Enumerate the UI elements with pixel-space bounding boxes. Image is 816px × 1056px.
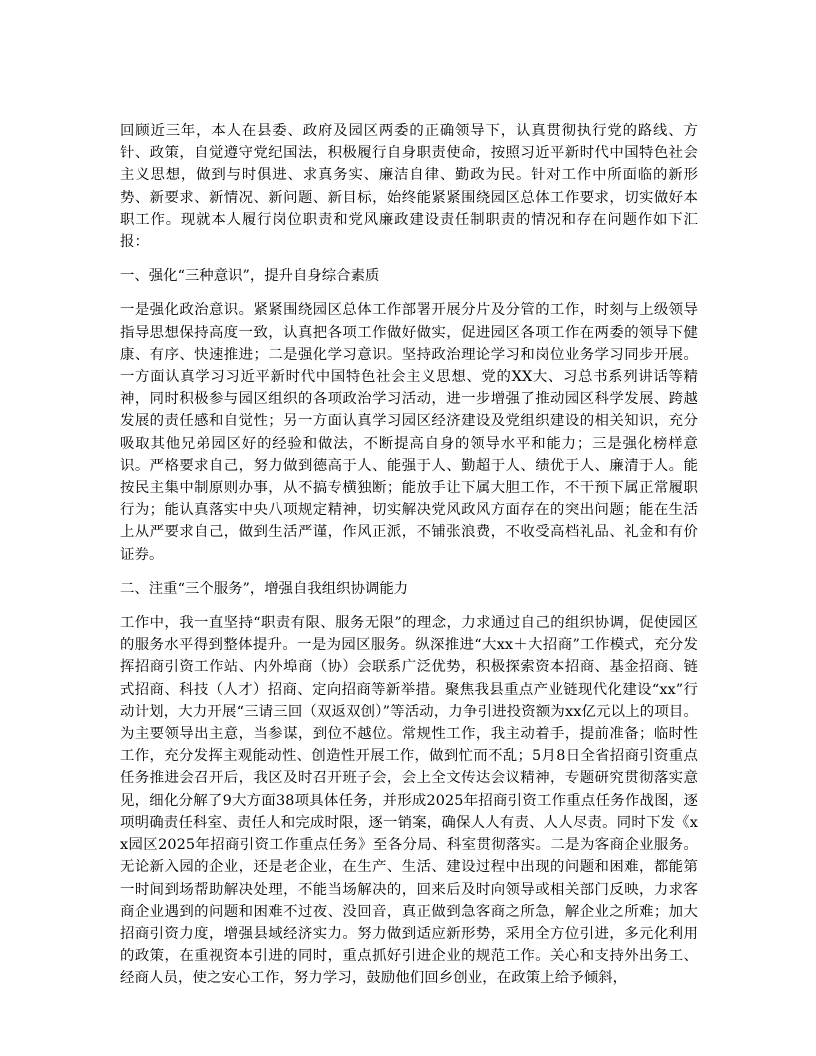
section-1-heading: 一、强化“三种意识”，提升自身综合素质 xyxy=(120,268,380,285)
section-2-paragraph: 工作中，我一直坚持“职责有限、服务无限”的理念，力求通过自己的组织协调，促使园区的服务水平得到整体提升。一是为园区服务。纵深推进“大xx＋大招商”工作模式，充分发挥招商引资工作站、内外埠商（协）会联系广泛优势，积极探索资本招商、基金招商、链式招商、科技（人才）招商、定向招商等新举措。聚焦我县重点产业链现代化建设“xx”行动计划，大力开展“三请三回（双返双创）”等活动，力争引进投资额为xx亿元以上的项目。为主要领导出主意，当参谋，到位不越位。常规性工作，我主动着手，提前准备；临时性工作，充分发挥主观能动性、创造性开展工作，做到忙而不乱；5月8日全省招商引资重点任务推进会召开后，我区及时召开班子会，会上全文传达会议精神，专题研究贯彻落实意见，细化分解了9大方面38项具体任务，并形成2025年招商引资工作重点任务作战图，逐项明确责任科室、责任人和完成时限，逐一销案，确保人人有责、人人尽责。同时下发《xx园区2025年招商引资工作重点任务》至各分局、科室贯彻落实。二是为客商企业服务。无论新入园的企业，还是老企业，在生产、生活、建设过程中出现的问题和困难，都能第一时间到场帮助解决处理，不能当场解决的，回来后及时向领导或相关部门反映，力求客商企业遇到的问题和困难不过夜、没回音，真正做到急客商之所急，解企业之所难；加大招商引资力度，增强县域经济实力。努力做到适应新形势，采用全方位引进，多元化利用的政策，在重视资本引进的同时，重点抓好引进企业的规范工作。关心和支持外出务工、经商人员，使之安心工作，努力学习，鼓励他们回乡创业，在政策上给予倾斜， xyxy=(120,615,698,987)
section-2-heading: 二、注重“三个服务”，增强自我组织协调能力 xyxy=(120,580,409,597)
intro-paragraph: 回顾近三年，本人在县委、政府及园区两委的正确领导下，认真贯彻执行党的路线、方针、政策，自觉遵守党纪国法，积极履行自身职责使命，按照习近平新时代中国特色社会主义思想，做到与时俱进、求真务实、廉洁自律、勤政为民。针对工作中所面临的新形势、新要求、新情况、新问题、新目标，始终能紧紧围绕园区总体工作要求，切实做好本职工作。现就本人履行岗位职责和党风廉政建设责任制职责的情况和存在问题作如下汇报： xyxy=(120,123,698,251)
document-page xyxy=(120,120,698,990)
section-1-paragraph: 一是强化政治意识。紧紧围绕园区总体工作部署开展分片及分管的工作，时刻与上级领导指导思想保持高度一致，认真把各项工作做好做实，促进园区各项工作在两委的领导下健康、有序、快速推进；二是强化学习意识。坚持政治理论学习和岗位业务学习同步开展。一方面认真学习习近平新时代中国特色社会主义思想、党的XX大、习总书系列讲话等精神，同时积极参与园区组织的各项政治学习活动，进一步增强了推动园区科学发展、跨越发展的责任感和自觉性；另一方面认真学习园区经济建设及党组织建设的相关知识，充分吸取其他兄弟园区好的经验和做法，不断提高自身的领导水平和能力；三是强化榜样意识。严格要求自己，努力做到德高于人、能强于人、勤超于人、绩优于人、廉清于人。能按民主集中制原则办事，从不搞专横独断；能放手让下属大胆工作，不干预下属正常履职行为；能认真落实中央八项规定精神，切实解决党风政风方面存在的突出问题；能在生活上从严要求自己，做到生活严谨，作风正派，不铺张浪费，不收受高档礼品、礼金和有价证券。 xyxy=(120,302,698,563)
